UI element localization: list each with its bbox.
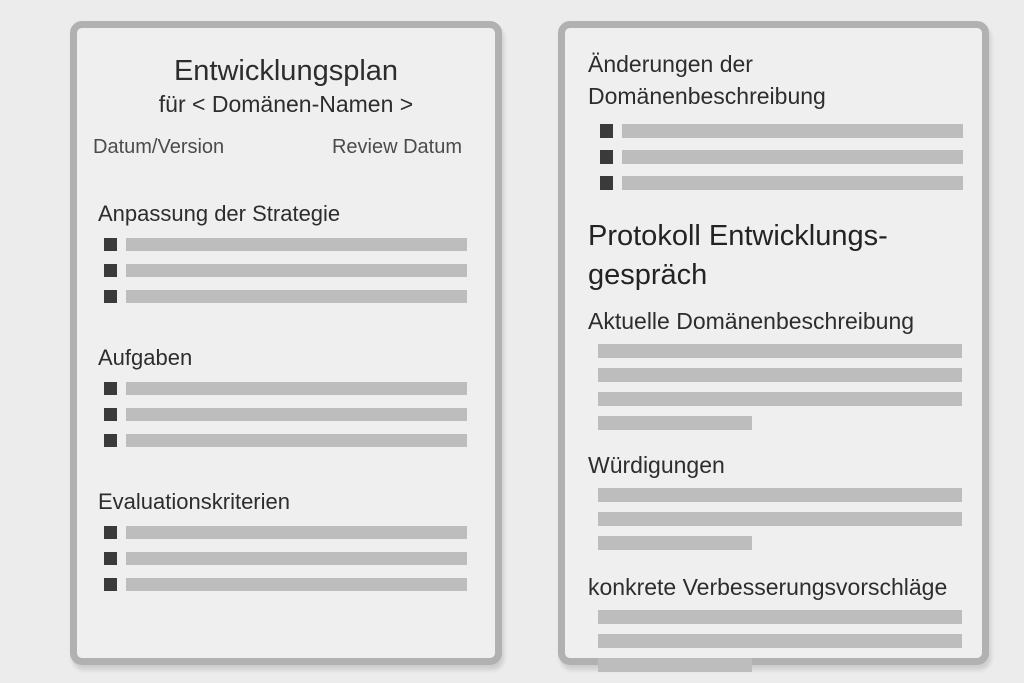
section-konkrete-verbesserungsvorschlaege: [565, 574, 982, 672]
bullet-list-item: [104, 552, 467, 565]
text-placeholder-bar: [622, 150, 963, 164]
bullet-marker-icon: [600, 150, 613, 164]
section-anpassung-der-strategie: [77, 201, 495, 303]
bullet-list: [77, 526, 495, 591]
bullet-marker-icon: [104, 578, 117, 591]
bullet-marker-icon: [600, 124, 613, 138]
bullet-list-item: [104, 238, 467, 251]
section-heading: Anpassung der Strategie: [98, 200, 341, 226]
placeholder-bar-list: [598, 488, 962, 550]
section-wuerdigungen: [565, 452, 982, 550]
bullet-list-item: [600, 150, 963, 164]
text-placeholder-bar: [126, 382, 467, 395]
panel-subtitle: für < Domänen-Namen >: [158, 91, 414, 118]
bullet-list-item: [600, 176, 963, 190]
bullet-marker-icon: [104, 238, 117, 251]
bullet-marker-icon: [104, 264, 117, 277]
text-placeholder-bar: [598, 536, 752, 550]
bullet-marker-icon: [104, 526, 117, 539]
text-placeholder-bar: [598, 416, 752, 430]
section-heading: konkrete Verbesserungsvorschläge: [588, 574, 948, 600]
meta-row: [77, 136, 495, 159]
bullet-marker-icon: [104, 408, 117, 421]
bullet-list: [77, 238, 495, 303]
section-aufgaben: [77, 345, 495, 447]
text-placeholder-bar: [598, 610, 962, 624]
bullet-list-item: [104, 290, 467, 303]
bullet-marker-icon: [104, 552, 117, 565]
text-placeholder-bar: [598, 512, 962, 526]
bullet-list-item: [600, 124, 963, 138]
text-placeholder-bar: [126, 408, 467, 421]
text-placeholder-bar: [126, 264, 467, 277]
bullet-marker-icon: [104, 382, 117, 395]
bullet-list-item: [104, 408, 467, 421]
text-placeholder-bar: [126, 552, 467, 565]
section-aktuelle-domaenenbeschreibung: [565, 308, 982, 430]
bullet-list: [77, 382, 495, 447]
bullet-list-item: [104, 382, 467, 395]
text-placeholder-bar: [598, 658, 752, 672]
text-placeholder-bar: [598, 368, 962, 382]
text-placeholder-bar: [598, 344, 962, 358]
meta-date-version-label: Datum/Version: [93, 135, 225, 158]
text-placeholder-bar: [126, 290, 467, 303]
section-heading: Aktuelle Domänenbeschreibung: [588, 308, 915, 334]
section-heading: Evaluationskriterien: [98, 488, 290, 514]
bullet-marker-icon: [600, 176, 613, 190]
section-heading: Aufgaben: [98, 344, 193, 370]
meta-review-date-label: Review Datum: [331, 135, 462, 158]
entwicklungsplan-panel: [70, 21, 502, 665]
text-placeholder-bar: [126, 434, 467, 447]
section-heading: Würdigungen: [588, 452, 725, 478]
placeholder-bar-list: [598, 610, 962, 672]
text-placeholder-bar: [126, 526, 467, 539]
text-placeholder-bar: [598, 634, 962, 648]
protokoll-panel: [558, 21, 989, 665]
bullet-marker-icon: [104, 434, 117, 447]
text-placeholder-bar: [598, 488, 962, 502]
text-placeholder-bar: [622, 124, 963, 138]
bullet-list: [565, 124, 982, 190]
text-placeholder-bar: [622, 176, 963, 190]
section-heading-aenderungen: Änderungen der Domänenbeschreibung: [588, 51, 826, 109]
panel-title: Entwicklungsplan: [173, 55, 399, 87]
text-placeholder-bar: [126, 578, 467, 591]
text-placeholder-bar: [126, 238, 467, 251]
bullet-list-item: [104, 526, 467, 539]
bullet-marker-icon: [104, 290, 117, 303]
section-evaluationskriterien: [77, 489, 495, 591]
bullet-list-item: [104, 578, 467, 591]
bullet-list-item: [104, 434, 467, 447]
placeholder-bar-list: [598, 344, 962, 430]
bullet-list-item: [104, 264, 467, 277]
text-placeholder-bar: [598, 392, 962, 406]
protocol-main-heading: Protokoll Entwicklungs-gespräch: [588, 220, 888, 291]
